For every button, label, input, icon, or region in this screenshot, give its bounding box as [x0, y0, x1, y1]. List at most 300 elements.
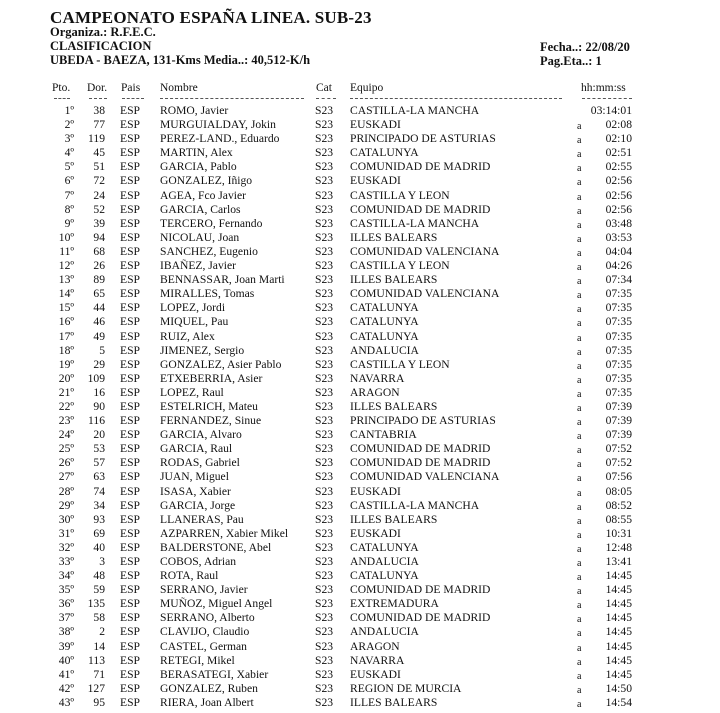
time-cell: 08:55: [605, 512, 632, 526]
divider-nombre: [160, 98, 304, 99]
gap-marker-cell: a: [577, 233, 582, 245]
rider-name-cell: GONZALEZ, Iñigo: [160, 174, 253, 188]
gap-marker-cell: a: [577, 262, 582, 274]
country-cell: ESP: [120, 611, 140, 625]
bib-number-cell: 109: [87, 371, 105, 385]
rider-name-cell: SANCHEZ, Eugenio: [160, 244, 258, 258]
table-row: [0, 104, 720, 118]
team-cell: COMUNIDAD DE MADRID: [350, 202, 491, 216]
position-cell: 17º: [58, 329, 74, 343]
time-cell: 02:10: [605, 132, 632, 146]
country-cell: ESP: [120, 174, 140, 188]
column-header-dor: Dor.: [87, 82, 108, 94]
position-cell: 31º: [58, 526, 74, 540]
position-cell: 5º: [64, 160, 74, 174]
team-cell: CATALUNYA: [350, 146, 419, 160]
team-cell: ANDALUCIA: [350, 625, 419, 639]
table-row: [0, 189, 720, 203]
gap-marker-cell: a: [577, 360, 582, 372]
time-cell: 07:34: [605, 273, 632, 287]
position-cell: 29º: [58, 498, 74, 512]
rider-name-cell: LOPEZ, Jordi: [160, 301, 226, 315]
page-stage-line: Pag.Eta..: 1: [540, 54, 602, 68]
column-header-pto: Pto.: [52, 82, 71, 94]
position-cell: 38º: [58, 625, 74, 639]
team-cell: NAVARRA: [350, 653, 405, 667]
category-cell: S23: [315, 244, 334, 258]
country-cell: ESP: [120, 259, 140, 273]
category-cell: S23: [315, 428, 334, 442]
position-cell: 15º: [58, 301, 74, 315]
rider-name-cell: ESTELRICH, Mateu: [160, 399, 258, 413]
bib-number-cell: 95: [93, 695, 105, 709]
rider-name-cell: GARCIA, Pablo: [160, 160, 237, 174]
team-cell: CASTILLA Y LEON: [350, 357, 450, 371]
position-cell: 7º: [64, 188, 74, 202]
country-cell: ESP: [120, 625, 140, 639]
category-cell: S23: [315, 118, 334, 132]
rider-name-cell: GARCIA, Carlos: [160, 202, 241, 216]
team-cell: ANDALUCIA: [350, 555, 419, 568]
rider-name-cell: COBOS, Adrian: [160, 555, 237, 568]
country-cell: ESP: [120, 667, 140, 681]
table-row: [0, 513, 720, 527]
table-row: [0, 456, 720, 470]
bib-number-cell: 74: [93, 484, 105, 498]
team-cell: CATALUNYA: [350, 569, 419, 583]
bib-number-cell: 3: [99, 555, 105, 568]
country-cell: ESP: [120, 540, 140, 554]
team-cell: ILLES BALEARS: [350, 230, 438, 244]
category-cell: S23: [315, 104, 334, 117]
table-row: [0, 386, 720, 400]
time-cell: 04:26: [605, 259, 632, 273]
category-cell: S23: [315, 315, 334, 329]
category-cell: S23: [315, 681, 334, 695]
country-cell: ESP: [120, 695, 140, 709]
rider-name-cell: JIMENEZ, Sergio: [160, 343, 245, 357]
position-cell: 1º: [64, 104, 74, 117]
gap-marker-cell: a: [577, 684, 582, 696]
table-row: [0, 696, 720, 710]
gap-marker-cell: a: [577, 304, 582, 316]
rider-name-cell: RIERA, Joan Albert: [160, 695, 254, 709]
rider-name-cell: MIQUEL, Pau: [160, 315, 229, 329]
gap-marker-cell: a: [577, 529, 582, 541]
bib-number-cell: 40: [93, 540, 105, 554]
category-cell: S23: [315, 512, 334, 526]
rider-name-cell: AZPARREN, Xabier Mikel: [160, 526, 289, 540]
country-cell: ESP: [120, 315, 140, 329]
table-row: [0, 217, 720, 231]
bib-number-cell: 51: [93, 160, 105, 174]
rider-name-cell: SERRANO, Javier: [160, 583, 248, 597]
rider-name-cell: ROMO, Javier: [160, 104, 229, 117]
position-cell: 42º: [58, 681, 74, 695]
country-cell: ESP: [120, 385, 140, 399]
position-cell: 28º: [58, 484, 74, 498]
position-cell: 10º: [58, 230, 74, 244]
time-cell: 14:45: [605, 653, 632, 667]
rider-name-cell: MURGUIALDAY, Jokin: [160, 118, 276, 132]
category-cell: S23: [315, 484, 334, 498]
team-cell: COMUNIDAD VALENCIANA: [350, 470, 500, 484]
table-row: [0, 358, 720, 372]
country-cell: ESP: [120, 442, 140, 456]
rider-name-cell: IBAÑEZ, Javier: [160, 259, 236, 273]
country-cell: ESP: [120, 597, 140, 611]
time-cell: 07:35: [605, 357, 632, 371]
table-row: [0, 245, 720, 259]
category-cell: S23: [315, 287, 334, 301]
gap-marker-cell: a: [577, 614, 582, 626]
time-cell: 02:08: [605, 118, 632, 132]
table-row: [0, 301, 720, 315]
divider-pto: [54, 98, 70, 99]
category-cell: S23: [315, 611, 334, 625]
rider-name-cell: CLAVIJO, Claudio: [160, 625, 250, 639]
rider-name-cell: MIRALLES, Tomas: [160, 287, 255, 301]
category-cell: S23: [315, 174, 334, 188]
table-row: [0, 555, 720, 569]
category-cell: S23: [315, 132, 334, 146]
position-cell: 41º: [58, 667, 74, 681]
time-cell: 07:35: [605, 287, 632, 301]
rider-name-cell: JUAN, Miguel: [160, 470, 229, 484]
category-cell: S23: [315, 329, 334, 343]
time-cell: 02:56: [605, 188, 632, 202]
country-cell: ESP: [120, 118, 140, 132]
bib-number-cell: 77: [93, 118, 105, 132]
bib-number-cell: 119: [88, 132, 105, 146]
table-row: [0, 203, 720, 217]
bib-number-cell: 49: [93, 329, 105, 343]
rider-name-cell: TERCERO, Fernando: [160, 216, 263, 230]
position-cell: 23º: [58, 414, 74, 428]
country-cell: ESP: [120, 569, 140, 583]
category-cell: S23: [315, 470, 334, 484]
gap-marker-cell: a: [577, 247, 582, 259]
divider-cat: [316, 98, 336, 99]
bib-number-cell: 48: [93, 569, 105, 583]
bib-number-cell: 29: [93, 357, 105, 371]
time-cell: 14:45: [605, 625, 632, 639]
country-cell: ESP: [120, 681, 140, 695]
time-cell: 08:05: [605, 484, 632, 498]
position-cell: 26º: [58, 456, 74, 470]
category-cell: S23: [315, 259, 334, 273]
table-row: [0, 231, 720, 245]
bib-number-cell: 127: [87, 681, 105, 695]
country-cell: ESP: [120, 456, 140, 470]
time-cell: 07:39: [605, 414, 632, 428]
category-cell: S23: [315, 695, 334, 709]
time-cell: 14:45: [605, 667, 632, 681]
position-cell: 25º: [58, 442, 74, 456]
gap-marker-cell: a: [577, 163, 582, 175]
table-row: [0, 668, 720, 682]
category-cell: S23: [315, 456, 334, 470]
gap-marker-cell: a: [577, 600, 582, 612]
time-cell: 07:39: [605, 399, 632, 413]
category-cell: S23: [315, 569, 334, 583]
category-cell: S23: [315, 399, 334, 413]
time-cell: 07:35: [605, 315, 632, 329]
bib-number-cell: 24: [93, 188, 105, 202]
position-cell: 37º: [58, 611, 74, 625]
table-row: [0, 527, 720, 541]
team-cell: COMUNIDAD DE MADRID: [350, 160, 491, 174]
bib-number-cell: 93: [93, 512, 105, 526]
gap-marker-cell: a: [577, 318, 582, 330]
country-cell: ESP: [120, 639, 140, 653]
position-cell: 18º: [58, 343, 74, 357]
gap-marker-cell: a: [577, 417, 582, 429]
results-table: [0, 104, 720, 710]
position-cell: 34º: [58, 569, 74, 583]
country-cell: ESP: [120, 216, 140, 230]
time-cell: 14:54: [605, 695, 632, 709]
team-cell: ANDALUCIA: [350, 343, 419, 357]
bib-number-cell: 2: [99, 625, 105, 639]
time-cell: 13:41: [605, 555, 632, 568]
country-cell: ESP: [120, 132, 140, 146]
table-row: [0, 273, 720, 287]
team-cell: COMUNIDAD DE MADRID: [350, 611, 491, 625]
rider-name-cell: MARTIN, Alex: [160, 146, 233, 160]
gap-marker-cell: a: [577, 515, 582, 527]
bib-number-cell: 90: [93, 399, 105, 413]
country-cell: ESP: [120, 188, 140, 202]
gap-marker-cell: a: [577, 445, 582, 457]
bib-number-cell: 63: [93, 470, 105, 484]
gap-marker-cell: a: [577, 628, 582, 640]
country-cell: ESP: [120, 498, 140, 512]
time-cell: 07:35: [605, 301, 632, 315]
bib-number-cell: 72: [93, 174, 105, 188]
position-cell: 30º: [58, 512, 74, 526]
gap-marker-cell: a: [577, 121, 582, 133]
team-cell: ILLES BALEARS: [350, 695, 438, 709]
bib-number-cell: 89: [93, 273, 105, 287]
time-cell: 14:50: [605, 681, 632, 695]
bib-number-cell: 52: [93, 202, 105, 216]
position-cell: 32º: [58, 540, 74, 554]
position-cell: 33º: [58, 555, 74, 568]
rider-name-cell: RODAS, Gabriel: [160, 456, 240, 470]
bib-number-cell: 46: [93, 315, 105, 329]
category-cell: S23: [315, 385, 334, 399]
divider-pais: [122, 98, 144, 99]
team-cell: ARAGON: [350, 385, 400, 399]
team-cell: ILLES BALEARS: [350, 273, 438, 287]
time-cell: 07:35: [605, 385, 632, 399]
time-cell: 14:45: [605, 611, 632, 625]
time-cell: 14:45: [605, 639, 632, 653]
table-row: [0, 344, 720, 358]
rider-name-cell: LOPEZ, Raul: [160, 385, 224, 399]
table-row: [0, 541, 720, 555]
position-cell: 43º: [58, 695, 74, 709]
country-cell: ESP: [120, 301, 140, 315]
gap-marker-cell: a: [577, 402, 582, 414]
category-cell: S23: [315, 357, 334, 371]
country-cell: ESP: [120, 583, 140, 597]
team-cell: COMUNIDAD VALENCIANA: [350, 287, 500, 301]
bib-number-cell: 14: [93, 639, 105, 653]
time-cell: 02:56: [605, 174, 632, 188]
time-cell: 07:56: [605, 470, 632, 484]
category-cell: S23: [315, 442, 334, 456]
time-cell: 04:04: [605, 244, 632, 258]
position-cell: 20º: [58, 371, 74, 385]
time-cell: 02:56: [605, 202, 632, 216]
bib-number-cell: 116: [88, 414, 105, 428]
gap-marker-cell: a: [577, 205, 582, 217]
position-cell: 35º: [58, 583, 74, 597]
country-cell: ESP: [120, 160, 140, 174]
category-cell: S23: [315, 555, 334, 568]
team-cell: CASTILLA-LA MANCHA: [350, 104, 480, 117]
table-row: [0, 625, 720, 639]
category-cell: S23: [315, 160, 334, 174]
stage-info: UBEDA - BAEZA, 131-Kms Media..: 40,512-K/h: [50, 53, 311, 67]
country-cell: ESP: [120, 484, 140, 498]
time-cell: 14:45: [605, 597, 632, 611]
country-cell: ESP: [120, 512, 140, 526]
time-cell: 14:45: [605, 569, 632, 583]
team-cell: CASTILLA-LA MANCHA: [350, 498, 480, 512]
gap-marker-cell: a: [577, 501, 582, 513]
column-header-equipo: Equipo: [350, 82, 384, 94]
team-cell: EUSKADI: [350, 484, 401, 498]
gap-marker-cell: a: [577, 642, 582, 654]
rider-name-cell: NICOLAU, Joan: [160, 230, 240, 244]
rider-name-cell: RUIZ, Alex: [160, 329, 215, 343]
table-row: [0, 485, 720, 499]
gap-marker-cell: a: [577, 558, 582, 569]
country-cell: ESP: [120, 414, 140, 428]
category-cell: S23: [315, 216, 334, 230]
gap-marker-cell: a: [577, 219, 582, 231]
time-cell: 10:31: [605, 526, 632, 540]
bib-number-cell: 58: [93, 611, 105, 625]
time-cell: 03:14:01: [590, 104, 632, 117]
gap-marker-cell: a: [577, 487, 582, 499]
table-row: [0, 146, 720, 160]
country-cell: ESP: [120, 555, 140, 568]
rider-name-cell: PEREZ-LAND., Eduardo: [160, 132, 280, 146]
rider-name-cell: ISASA, Xabier: [160, 484, 231, 498]
gap-marker-cell: a: [577, 191, 582, 203]
rider-name-cell: ETXEBERRIA, Asier: [160, 371, 263, 385]
table-row: [0, 611, 720, 625]
table-row: [0, 400, 720, 414]
team-cell: CASTILLA Y LEON: [350, 188, 450, 202]
time-cell: 07:35: [605, 343, 632, 357]
table-row: [0, 682, 720, 696]
time-cell: 12:48: [605, 540, 632, 554]
column-header-row: [0, 82, 720, 96]
time-cell: 07:52: [605, 442, 632, 456]
country-cell: ESP: [120, 230, 140, 244]
country-cell: ESP: [120, 273, 140, 287]
category-cell: S23: [315, 343, 334, 357]
divider-equipo: [350, 98, 562, 99]
team-cell: COMUNIDAD VALENCIANA: [350, 244, 500, 258]
position-cell: 4º: [64, 146, 74, 160]
team-cell: EUSKADI: [350, 526, 401, 540]
team-cell: CATALUNYA: [350, 329, 419, 343]
team-cell: CASTILLA-LA MANCHA: [350, 216, 480, 230]
divider-dor: [89, 98, 107, 99]
time-cell: 07:39: [605, 428, 632, 442]
country-cell: ESP: [120, 244, 140, 258]
position-cell: 13º: [58, 273, 74, 287]
position-cell: 16º: [58, 315, 74, 329]
country-cell: ESP: [120, 653, 140, 667]
team-cell: CATALUNYA: [350, 315, 419, 329]
table-row: [0, 569, 720, 583]
category-cell: S23: [315, 526, 334, 540]
column-header-time: hh:mm:ss: [581, 82, 626, 94]
gap-marker-cell: a: [577, 276, 582, 288]
gap-marker-cell: a: [577, 572, 582, 584]
column-header-nombre: Nombre: [160, 82, 198, 94]
bib-number-cell: 39: [93, 216, 105, 230]
gap-marker-cell: a: [577, 586, 582, 598]
time-cell: 07:52: [605, 456, 632, 470]
team-cell: ILLES BALEARS: [350, 512, 438, 526]
bib-number-cell: 5: [99, 343, 105, 357]
time-cell: 07:35: [605, 329, 632, 343]
table-row: [0, 315, 720, 329]
team-cell: EUSKADI: [350, 667, 401, 681]
rider-name-cell: BALDERSTONE, Abel: [160, 540, 272, 554]
rider-name-cell: BENNASSAR, Joan Marti: [160, 273, 285, 287]
team-cell: CANTABRIA: [350, 428, 417, 442]
position-cell: 2º: [64, 118, 74, 132]
country-cell: ESP: [120, 146, 140, 160]
bib-number-cell: 34: [93, 498, 105, 512]
category-cell: S23: [315, 230, 334, 244]
time-cell: 02:51: [605, 146, 632, 160]
rider-name-cell: MUÑOZ, Miguel Angel: [160, 597, 273, 611]
gap-marker-cell: a: [577, 473, 582, 485]
table-row: [0, 428, 720, 442]
team-cell: REGION DE MURCIA: [350, 681, 462, 695]
time-cell: 03:48: [605, 216, 632, 230]
category-cell: S23: [315, 583, 334, 597]
table-row: [0, 330, 720, 344]
table-row: [0, 160, 720, 174]
team-cell: CATALUNYA: [350, 301, 419, 315]
country-cell: ESP: [120, 329, 140, 343]
category-cell: S23: [315, 146, 334, 160]
team-cell: CASTILLA Y LEON: [350, 259, 450, 273]
position-cell: 19º: [58, 357, 74, 371]
team-cell: PRINCIPADO DE ASTURIAS: [350, 132, 496, 146]
position-cell: 22º: [58, 399, 74, 413]
category-cell: S23: [315, 371, 334, 385]
organizer-line: Organiza.: R.F.E.C.: [50, 25, 156, 39]
table-row: [0, 118, 720, 132]
table-row: [0, 583, 720, 597]
bib-number-cell: 69: [93, 526, 105, 540]
team-cell: EUSKADI: [350, 118, 401, 132]
table-row: [0, 499, 720, 513]
rider-name-cell: GARCIA, Jorge: [160, 498, 236, 512]
